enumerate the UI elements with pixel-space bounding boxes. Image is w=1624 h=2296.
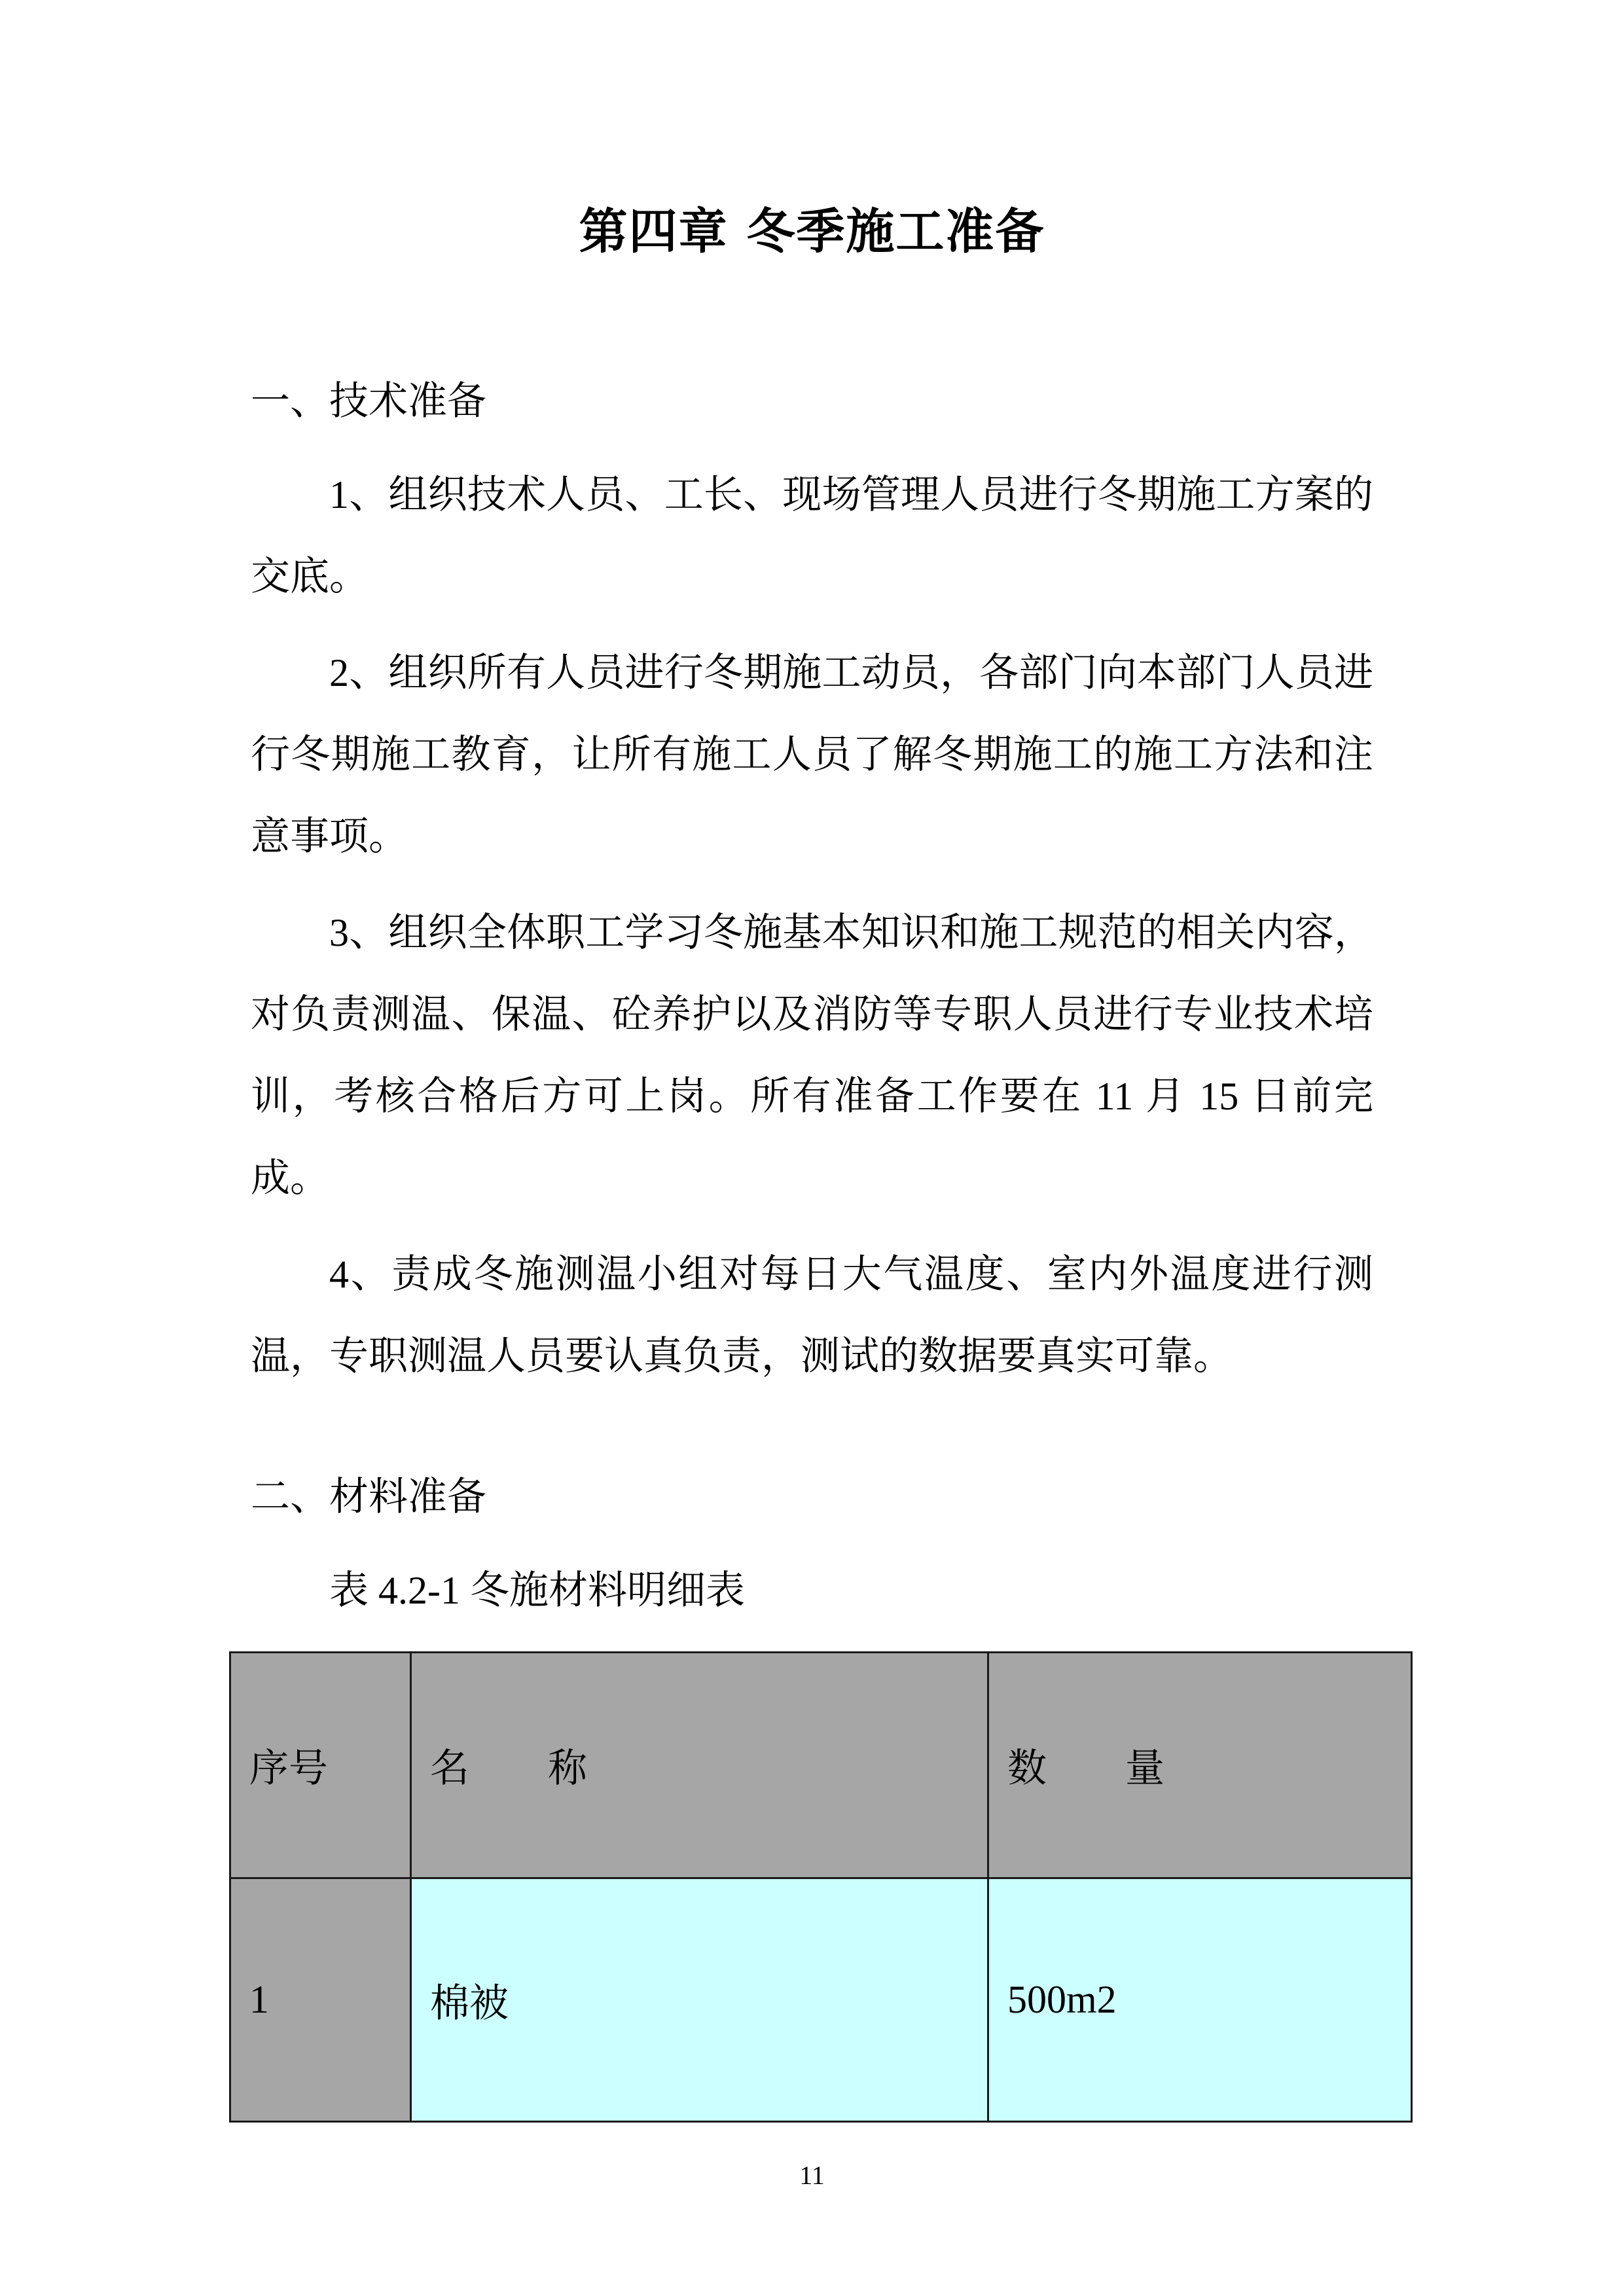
section-heading-technical: 一、技术准备 xyxy=(251,380,486,423)
paragraph-1: 1、组织技术人员、工长、现场管理人员进行冬期施工方案的交底。 xyxy=(251,473,1373,598)
page-title: 第四章 冬季施工准备 xyxy=(579,204,1045,260)
paragraph-2: 2、组织所有人员进行冬期施工动员，各部门向本部门人员进行冬期施工教育，让所有施工人员了解冬期施工的施工方法和注意事项。 xyxy=(251,651,1373,858)
table-header-row xyxy=(230,1653,1412,1878)
table-header-cell-quantity: 数 量 xyxy=(988,1653,1412,1878)
table-header-cell-index: 序号 xyxy=(230,1653,411,1878)
table-cell-index: 1 xyxy=(230,1878,411,2122)
table-caption: 表 4.2-1 冬施材料明细表 xyxy=(329,1569,745,1612)
table-header-cell-name: 名 称 xyxy=(411,1653,988,1878)
paragraph-4: 4、责成冬施测温小组对每日大气温度、室内外温度进行测温，专职测温人员要认真负责，测试的数据要真实可靠。 xyxy=(251,1253,1373,1378)
section-material-preparation xyxy=(251,1456,1373,2123)
section-technical-preparation xyxy=(251,361,1373,1397)
paragraph-3: 3、组织全体职工学习冬施基本知识和施工规范的相关内容，对负责测温、保温、砼养护以及消防等专职人员进行专业技术培训，考核合格后方可上岗。所有准备工作要在 11 月 15 日前完成。 xyxy=(251,911,1373,1200)
table-cell-quantity: 500m2 xyxy=(988,1878,1412,2122)
table-cell-name: 棉被 xyxy=(411,1878,988,2122)
page-number: 11 xyxy=(799,2161,825,2190)
section-heading-materials: 二、材料准备 xyxy=(251,1475,486,1518)
table-row xyxy=(230,1878,1412,2122)
materials-table xyxy=(229,1651,1413,2123)
